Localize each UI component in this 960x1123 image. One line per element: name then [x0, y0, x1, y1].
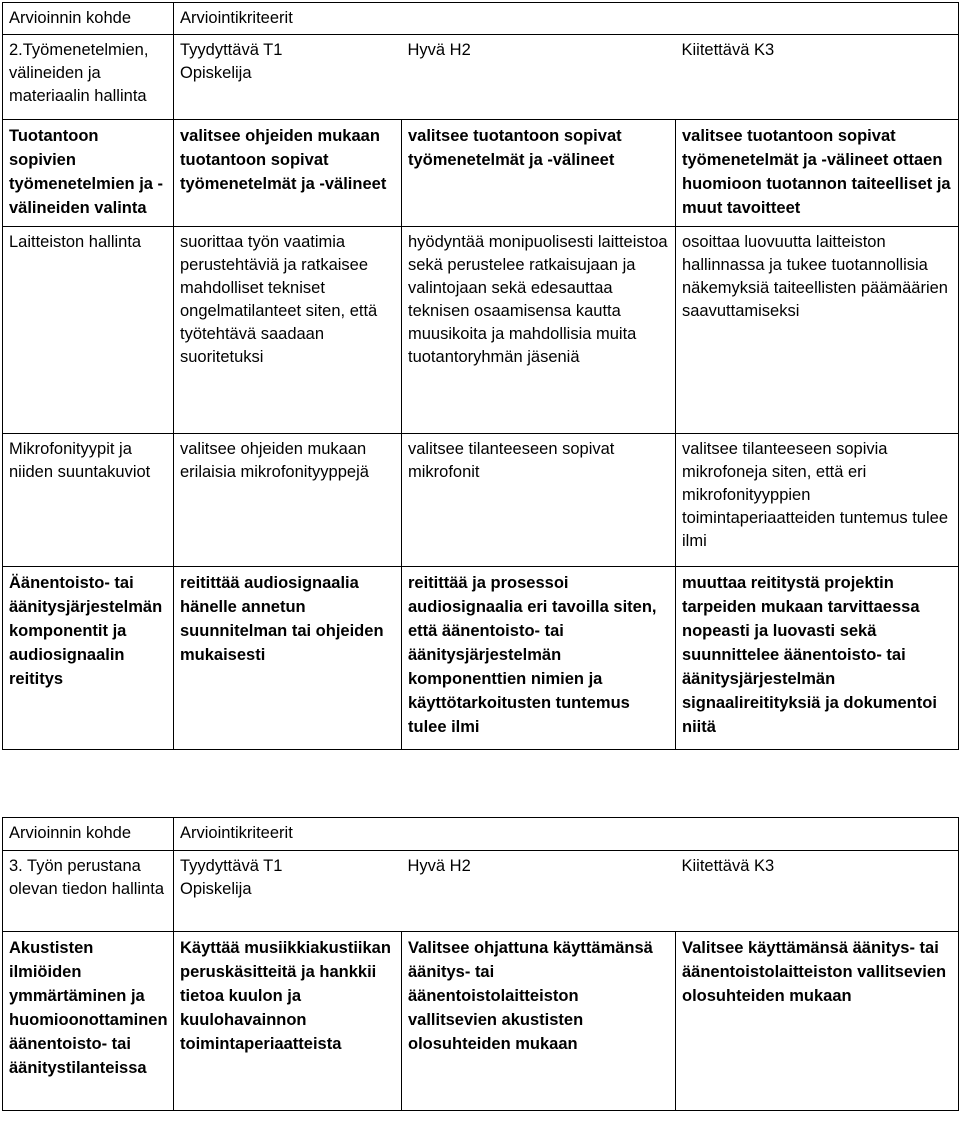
- table-header-row: [3, 3, 959, 35]
- row-target: Mikrofonityypit ja niiden suuntakuviot: [3, 434, 174, 567]
- criteria-table-2: [2, 817, 959, 1111]
- header-kohde: Arvioinnin kohde: [3, 818, 174, 851]
- table-row: [3, 434, 959, 567]
- table-row: [3, 932, 959, 1111]
- header-kriteerit: Arviointikriteerit: [174, 818, 959, 851]
- row-t1: suorittaa työn vaatimia perustehtäviä ja ratkaisee mahdolliset tekniset ongelmatilanteet siten, että työtehtävä saadaan suoritetuksi: [174, 227, 402, 434]
- row-target: Tuotantoon sopivien työmenetelmien ja -välineiden valinta: [3, 120, 174, 227]
- area-title: 3. Työn perustana olevan tiedon hallinta: [3, 851, 174, 932]
- row-k3: muuttaa reititystä projektin tarpeiden mukaan tarvittaessa nopeasti ja luovasti sekä suunnittelee äänentoisto- tai äänitysjärjestelmän signaalireitityksiä ja dokumentoi niitä: [676, 567, 959, 750]
- row-t1: valitsee ohjeiden mukaan erilaisia mikrofonityyppejä: [174, 434, 402, 567]
- level-t1: Tyydyttävä T1: [174, 35, 402, 63]
- level-k3: Kiitettävä K3: [676, 35, 959, 63]
- row-target: Laitteiston hallinta: [3, 227, 174, 434]
- row-k3: valitsee tuotantoon sopivat työmenetelmät ja -välineet ottaen huomioon tuotannon taiteelliset ja muut tavoitteet: [676, 120, 959, 227]
- level-row: [3, 851, 959, 879]
- header-kohde: Arvioinnin kohde: [3, 3, 174, 35]
- table-row: [3, 227, 959, 434]
- row-target: Äänentoisto- tai äänitysjärjestelmän komponentit ja audiosignaalin reititys: [3, 567, 174, 750]
- row-t1: reitittää audiosignaalia hänelle annetun suunnitelman tai ohjeiden mukaisesti: [174, 567, 402, 750]
- table-row: [3, 567, 959, 750]
- row-t1: valitsee ohjeiden mukaan tuotantoon sopivat työmenetelmät ja -välineet: [174, 120, 402, 227]
- level-row: [3, 35, 959, 63]
- header-kriteerit: Arviointikriteerit: [174, 3, 959, 35]
- row-target: Akustisten ilmiöiden ymmärtäminen ja huomioonottaminen äänentoisto- tai äänitystilanteissa: [3, 932, 174, 1111]
- level-h2: Hyvä H2: [402, 851, 676, 879]
- row-h2: valitsee tuotantoon sopivat työmenetelmät ja -välineet: [402, 120, 676, 227]
- row-h2: reitittää ja prosessoi audiosignaalia eri tavoilla siten, että äänentoisto- tai äänitysjärjestelmän komponenttien nimien ja käyttötarkoitusten tuntemus tulee ilmi: [402, 567, 676, 750]
- row-h2: valitsee tilanteeseen sopivat mikrofonit: [402, 434, 676, 567]
- row-k3: osoittaa luovuutta laitteiston hallinnassa ja tukee tuotannollisia näkemyksiä taiteellisten päämäärien saavuttamiseksi: [676, 227, 959, 434]
- row-h2: hyödyntää monipuolisesti laitteistoa sekä perustelee ratkaisujaan ja valintojaan sekä edesauttaa teknisen osaamisensa kautta muusikoita ja mahdollisia muita tuotantoryhmän jäseniä: [402, 227, 676, 434]
- level-k3: Kiitettävä K3: [676, 851, 959, 879]
- area-title: 2.Työmenetelmien, välineiden ja materiaalin hallinta: [3, 35, 174, 120]
- level-t1: Tyydyttävä T1: [174, 851, 402, 879]
- student-label: Opiskelija: [174, 62, 959, 120]
- student-label: Opiskelija: [174, 878, 959, 932]
- table-row: [3, 120, 959, 227]
- row-t1: Käyttää musiikkiakustiikan peruskäsitteitä ja hankkii tietoa kuulon ja kuulohavainnon toimintaperiaatteista: [174, 932, 402, 1111]
- row-k3: valitsee tilanteeseen sopivia mikrofoneja siten, että eri mikrofonityyppien toimintaperiaatteiden tuntemus tulee ilmi: [676, 434, 959, 567]
- row-k3: Valitsee käyttämänsä äänitys- tai äänentoistolaitteiston vallitsevien olosuhteiden mukaan: [676, 932, 959, 1111]
- criteria-table-1: [2, 2, 959, 750]
- table-header-row: [3, 818, 959, 851]
- level-h2: Hyvä H2: [402, 35, 676, 63]
- row-h2: Valitsee ohjattuna käyttämänsä äänitys- tai äänentoistolaitteiston vallitsevien akustisten olosuhteiden mukaan: [402, 932, 676, 1111]
